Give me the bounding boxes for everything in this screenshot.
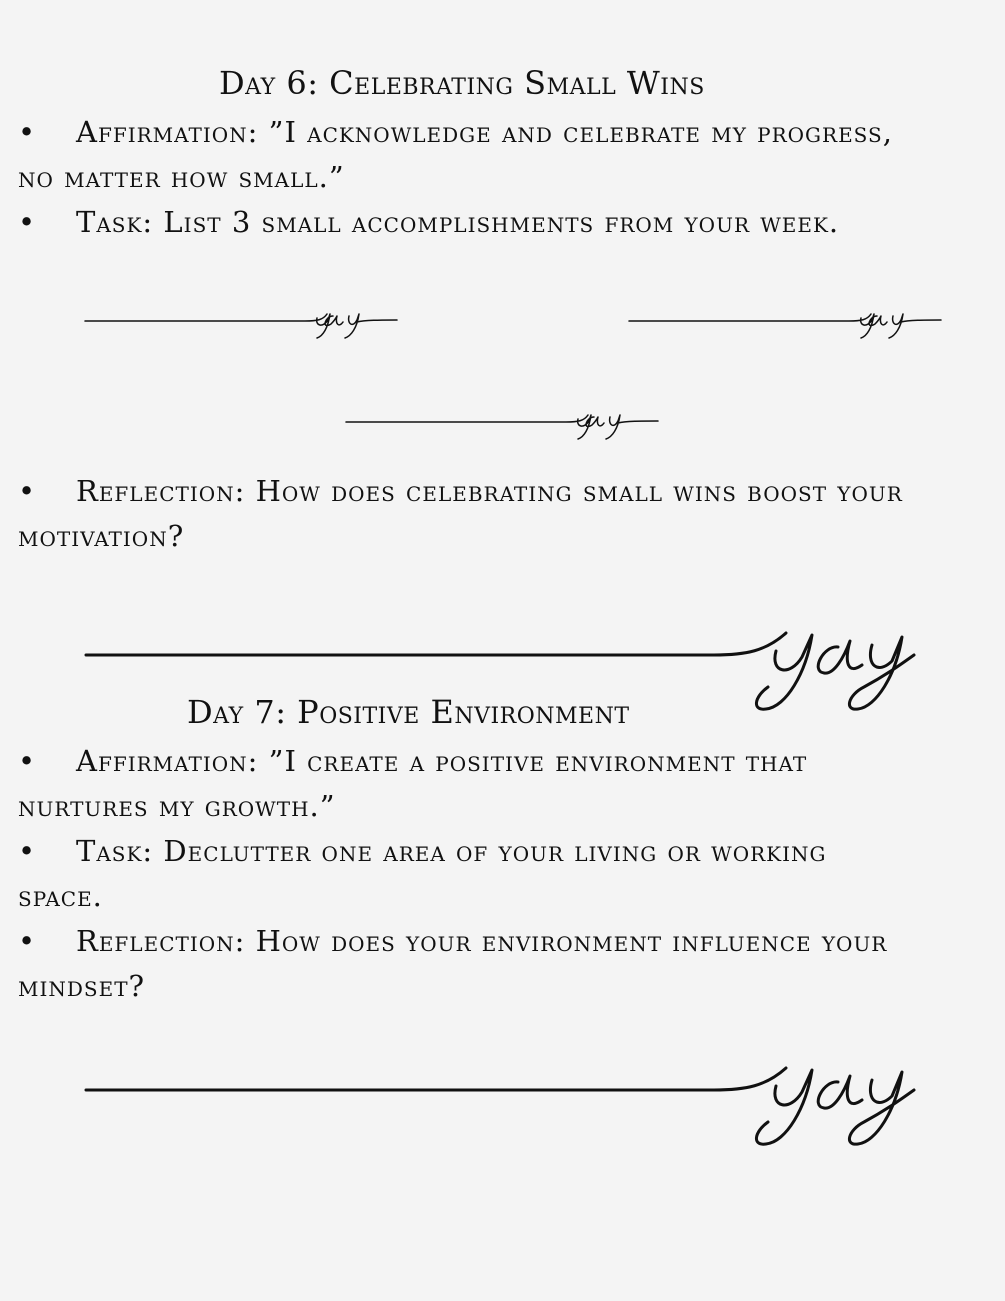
day7-title: Day 7: Positive Environment — [187, 693, 630, 731]
day6-reflection-text: How does celebrating small wins boost your — [255, 474, 903, 508]
day7-affirmation-text: ”I create a positive environment that — [268, 744, 808, 778]
day6-reflection — [18, 469, 903, 514]
day7-reflection — [18, 919, 887, 964]
day7-task-label: Task: — [76, 834, 154, 868]
day7-task-text: Declutter one area of your living or working — [163, 834, 827, 868]
day7-reflection-label: Reflection: — [76, 924, 246, 958]
day7-task — [18, 829, 826, 874]
yay-signature-icon — [85, 314, 397, 338]
day7-reflection-continued: mindset? — [18, 969, 146, 1003]
day6-reflection-label: Reflection: — [76, 474, 246, 508]
day6-task-label: Task: — [76, 205, 154, 239]
day6-task — [18, 200, 839, 245]
day7-reflection-line[interactable] — [86, 1060, 926, 1155]
bullet-icon: • — [18, 744, 37, 778]
yay-signature-icon — [346, 415, 658, 439]
day6-affirmation-continued: no matter how small.” — [18, 160, 345, 194]
day6-affirmation-label: Affirmation: — [76, 115, 259, 149]
yay-signature-icon — [629, 314, 941, 338]
day6-reflection-continued: motivation? — [18, 519, 185, 553]
day6-affirmation-text: ”I acknowledge and celebrate my progress, — [268, 115, 893, 149]
bullet-icon: • — [18, 115, 37, 149]
yay-signature-icon — [86, 1068, 914, 1144]
day7-reflection-text: How does your environment influence your — [255, 924, 888, 958]
day7-affirmation-continued: nurtures my growth.” — [18, 789, 336, 823]
bullet-icon: • — [18, 474, 37, 508]
day7-affirmation-label: Affirmation: — [76, 744, 259, 778]
accomplishment-2-line[interactable] — [629, 300, 949, 350]
bullet-icon: • — [18, 924, 37, 958]
accomplishment-1-line[interactable] — [85, 300, 405, 350]
day6-task-text: List 3 small accomplishments from your week. — [163, 205, 840, 239]
accomplishment-3-line[interactable] — [346, 401, 666, 451]
day7-affirmation — [18, 739, 807, 784]
bullet-icon: • — [18, 834, 37, 868]
day6-title: Day 6: Celebrating Small Wins — [219, 64, 705, 102]
day7-task-continued: space. — [18, 879, 103, 913]
day6-affirmation — [18, 110, 893, 155]
bullet-icon: • — [18, 205, 37, 239]
